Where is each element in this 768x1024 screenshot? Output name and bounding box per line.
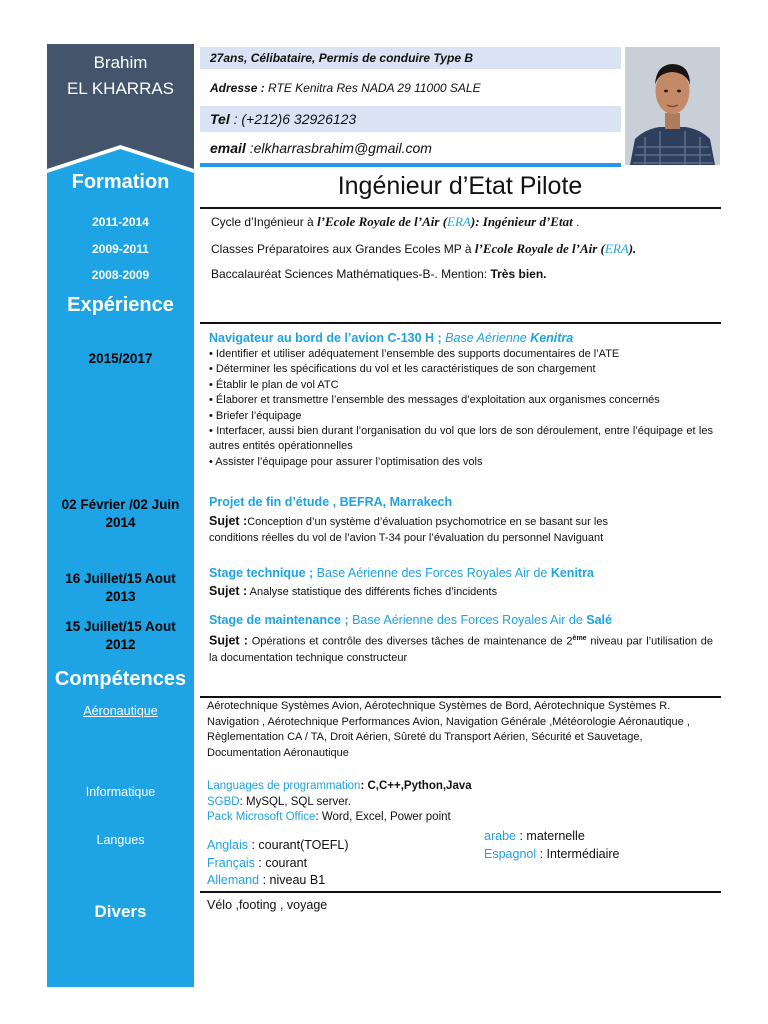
pfe-title — [209, 495, 452, 511]
formation-1-post: ): Ingénieur d’Etat — [470, 214, 573, 229]
formation-date-3: 2008-2009 — [91, 268, 150, 282]
job-bullet: • Briefer l’équipage — [209, 409, 302, 422]
section-experience: Expérience — [67, 294, 174, 316]
job-bullet: • Assister l’équipage pour assurer l’optimisation des vols — [209, 455, 483, 468]
pfe-sujet-text: Conception d’un système d’évaluation psychomotrice en se basant sur les conditions réelles du vol de l’avion T-34 pour l’évaluation du personnel Naviguant — [209, 516, 608, 544]
formation-item-3 — [211, 267, 547, 283]
address-row — [200, 72, 621, 102]
tel-row — [200, 106, 621, 132]
stage2-sujet-label: Sujet : — [209, 633, 248, 648]
job-title: Ingénieur d’Etat Pilote — [337, 172, 583, 200]
pfe-title-rest: , BEFRA, Marrakech — [329, 495, 453, 509]
job-bullet: • Déterminer les spécifications du vol et les caractéristiques de son chargement — [209, 363, 596, 376]
pfe-date-line1: 02 Février /02 Juin — [61, 497, 180, 512]
address-value: RTE Kenitra Res NADA 29 11000 SALE — [264, 81, 481, 95]
formation-2-abbr: ERA — [604, 241, 629, 256]
language-level: : Intermédiaire — [536, 846, 620, 861]
stage1-title-bold: Stage technique ; — [209, 566, 314, 580]
stage1-title-rest: Base Aérienne des Forces Royales Air de — [313, 566, 551, 580]
job-bullet: • Interfacer, aussi bien durant l’organisation du vol que lors de son déroulement, entre l’équipage et les autres entités opérationnelles — [209, 425, 713, 453]
section-competences: Compétences — [54, 668, 187, 690]
stage2-title-rest: Base Aérienne des Forces Royales Air de — [348, 613, 587, 627]
skill-informatique-block — [207, 779, 472, 826]
language-item — [207, 872, 349, 890]
formation-date-2: 2009-2011 — [92, 242, 149, 256]
job-position: Navigateur au bord de l’avion C-130 H ; — [209, 331, 446, 345]
stage1-date-line2: 2013 — [105, 589, 136, 604]
stage2-title — [209, 613, 612, 629]
language-name: Espagnol — [484, 846, 537, 861]
skill-pack — [207, 810, 472, 826]
stage1-sujet-text: Analyse statistique des différents fiches d’incidents — [247, 586, 498, 598]
divider-formation — [200, 207, 721, 209]
header-accent-strip — [200, 163, 621, 167]
divider-divers — [200, 891, 721, 893]
name-banner — [47, 44, 194, 172]
job-bullet: • Établir le plan de vol ATC — [209, 378, 339, 391]
formation-1-school: l’Ecole Royale de l’Air ( — [317, 214, 448, 229]
language-item — [207, 837, 349, 855]
pfe-date-line2: 2014 — [105, 515, 136, 530]
skill-sgbd-value: : MySQL, SQL server. — [239, 795, 352, 808]
job-base: Base Aérienne — [445, 331, 531, 345]
skill-prog-value: : C,C++,Python,Java — [360, 780, 472, 792]
skill-prog-label: Languages de programmation — [207, 780, 361, 792]
pfe-title-bold: Projet de fin d’étude — [209, 495, 330, 509]
skill-sgbd — [207, 795, 472, 811]
email-label: email — [210, 140, 246, 156]
stage2-sujet-text-b: niveau par l’utilisation de la documentation technique constructeur — [209, 635, 713, 664]
language-level: : maternelle — [515, 829, 585, 843]
skill-label-aeronautique: Aéronautique — [83, 704, 158, 718]
formation-1-abbr: ERA — [447, 214, 471, 229]
language-name: Français — [207, 855, 255, 870]
language-item — [484, 846, 620, 864]
formation-date-1: 2011-2014 — [92, 215, 149, 229]
stage2-date-line2: 2012 — [105, 637, 136, 652]
stage2-date — [47, 618, 194, 654]
section-formation: Formation — [71, 171, 170, 193]
language-name: Anglais — [207, 838, 248, 852]
formation-item-2 — [211, 241, 636, 258]
email-row — [200, 135, 621, 161]
address-label: Adresse : — [210, 81, 265, 95]
job-bullet: • Identifier et utiliser adéquatement l’ensemble des supports documentaires de l’ATE — [209, 348, 620, 360]
stage1-title — [209, 566, 594, 582]
language-level: : courant(TOEFL) — [248, 838, 349, 852]
personal-info-line — [200, 47, 621, 69]
divers-text: Vélo ,footing , voyage — [207, 898, 328, 912]
stage2-title-place: Salé — [586, 613, 612, 627]
skill-prog — [207, 779, 472, 795]
pfe-subject — [209, 514, 649, 546]
divider-competences — [200, 696, 721, 698]
tel-value: : (+212)6 32926123 — [229, 111, 357, 127]
formation-2-pre: Classes Préparatoires aux Grandes Ecoles MP à — [211, 242, 475, 256]
stage2-sujet-text-a: Opérations et contrôle des diverses tâches de maintenance de 2 — [247, 635, 573, 648]
stage2-title-bold: Stage de maintenance ; — [209, 613, 349, 627]
language-item — [207, 855, 349, 873]
stage1-sujet-label: Sujet : — [209, 584, 248, 598]
job-bullet: • Élaborer et transmettre l’ensemble des messages d’exploitation aux organismes concernés — [209, 394, 660, 407]
skill-label-langues: Langues — [96, 833, 145, 847]
tel-label: Tel — [210, 111, 230, 127]
formation-3-mention: Très bien. — [490, 267, 547, 281]
pfe-date — [47, 496, 194, 532]
stage1-date — [47, 570, 194, 606]
personal-info-text: 27ans, Célibataire, Permis de conduire Type B — [210, 51, 473, 65]
formation-2-school: l’Ecole Royale de l’Air ( — [474, 241, 605, 256]
stage2-sup: ème — [572, 635, 587, 642]
job-place: Kenitra — [530, 331, 574, 345]
languages-col-2 — [484, 828, 620, 863]
skill-sgbd-label: SGBD — [207, 795, 240, 808]
section-divers: Divers — [94, 902, 147, 921]
language-item — [484, 828, 620, 846]
job-date: 2015/2017 — [88, 351, 153, 366]
stage2-date-line1: 15 Juillet/15 Aout — [65, 619, 176, 634]
pfe-sujet-label: Sujet : — [209, 514, 248, 528]
divider-experience — [200, 322, 721, 324]
formation-1-tail: . — [572, 215, 580, 229]
skill-aeronautique-text: Aérotechnique Systèmes Avion, Aérotechnique Systèmes de Bord, Aérotechnique Systèmes R. Navigation , Aérotechnique Performances Avion, Navigation Générale ,Météorologie Aéronautique , Règlementation CA / TA, Droit Aérien, Sûreté du Transport Aérien, Sécurité et Sauvetage, Documentation Aéronautique — [207, 700, 690, 759]
job-title-line — [209, 331, 573, 347]
last-name: EL KHARRAS — [66, 79, 175, 98]
formation-2-post: ). — [628, 241, 637, 256]
stage1-title-place: Kenitra — [550, 566, 594, 580]
stage1-date-line1: 16 Juillet/15 Aout — [65, 571, 176, 586]
banner-chevron-icon — [47, 129, 194, 173]
skill-label-informatique: Informatique — [85, 785, 156, 799]
first-name: Brahim — [93, 53, 148, 72]
formation-1-pre: Cycle d’Ingénieur à — [211, 215, 318, 229]
stage2-subject — [209, 631, 713, 666]
language-name: arabe — [484, 829, 516, 843]
email-value: :elkharrasbrahim@gmail.com — [245, 140, 432, 156]
stage1-subject — [209, 584, 497, 601]
languages-col-1 — [207, 837, 349, 890]
skill-pack-label: Pack Microsoft Office — [207, 811, 316, 823]
portrait-photo — [625, 47, 720, 165]
formation-item-1 — [211, 214, 579, 231]
skill-pack-value: : Word, Excel, Power point — [315, 811, 451, 823]
language-name: Allemand — [207, 873, 260, 887]
job-bullets — [209, 347, 713, 470]
portrait-photo-icon — [625, 47, 720, 165]
language-level: : courant — [254, 855, 308, 870]
formation-3-text: Baccalauréat Sciences Mathématiques-B-. Mention: — [211, 267, 491, 281]
language-level: : niveau B1 — [259, 873, 326, 887]
